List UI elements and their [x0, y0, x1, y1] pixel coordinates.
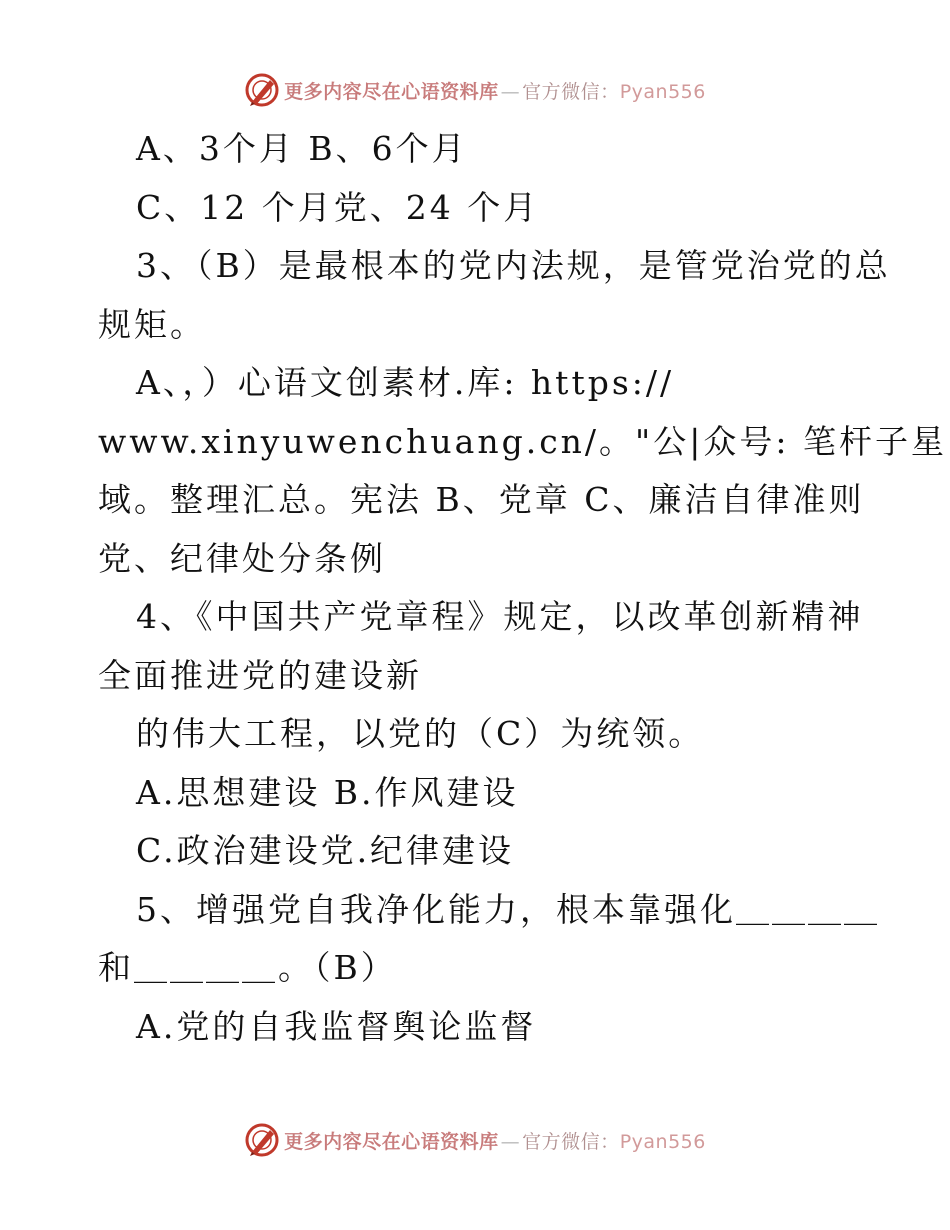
banner-slogan: 更多内容尽在心语资料库 — [284, 1130, 499, 1153]
text-line: C、12 个月党、24 个月 — [136, 187, 540, 227]
text-line: C.政治建设党.纪律建设 — [136, 831, 515, 870]
text-line: A、，）心语文创素材.库: https:// — [136, 363, 675, 402]
banner-text — [284, 77, 706, 104]
banner-text — [284, 1127, 706, 1154]
question-4-line: 4、《中国共产党章程》规定，以改革创新精神 — [136, 597, 864, 636]
banner-wechat-label: 官方微信： — [522, 80, 620, 103]
text-line: 全面推进党的建设新 — [98, 655, 422, 695]
banner-wechat-label: 官方微信： — [522, 1130, 620, 1153]
banner-slogan: 更多内容尽在心语资料库 — [284, 80, 499, 103]
pen-logo-icon — [244, 1122, 280, 1158]
header-banner — [0, 68, 950, 112]
text-line: 和＿＿＿＿。（B） — [98, 948, 397, 987]
banner-wechat-id: Pyan556 — [619, 1130, 706, 1153]
text-line: A.思想建设 B.作风建设 — [136, 772, 519, 812]
text-line: 党、纪律处分条例 — [98, 538, 386, 578]
text-line: www.xinyuwenchuang.cn/。"公|众号: 笔杆子星 — [98, 421, 947, 461]
text-line: 规矩。 — [98, 304, 206, 344]
question-3-line: 3、（B）是最根本的党内法规，是管党治党的总 — [136, 246, 891, 285]
text-line: 域。整理汇总。宪法 B、党章 C、廉洁自律准则 — [98, 480, 865, 519]
pen-logo-icon — [244, 72, 280, 108]
text-line: A、3个月 B、6个月 — [136, 129, 468, 168]
footer-banner — [0, 1118, 950, 1162]
question-5-line: 5、增强党自我净化能力，根本靠强化＿＿＿＿ — [136, 889, 880, 929]
text-line: 的伟大工程，以党的（C）为统领。 — [136, 714, 705, 753]
banner-dash: — — [500, 1130, 521, 1153]
text-line: A.党的自我监督舆论监督 — [136, 1006, 537, 1046]
document-body — [98, 120, 947, 1056]
banner-wechat-id: Pyan556 — [619, 80, 706, 103]
banner-dash: — — [500, 80, 521, 103]
